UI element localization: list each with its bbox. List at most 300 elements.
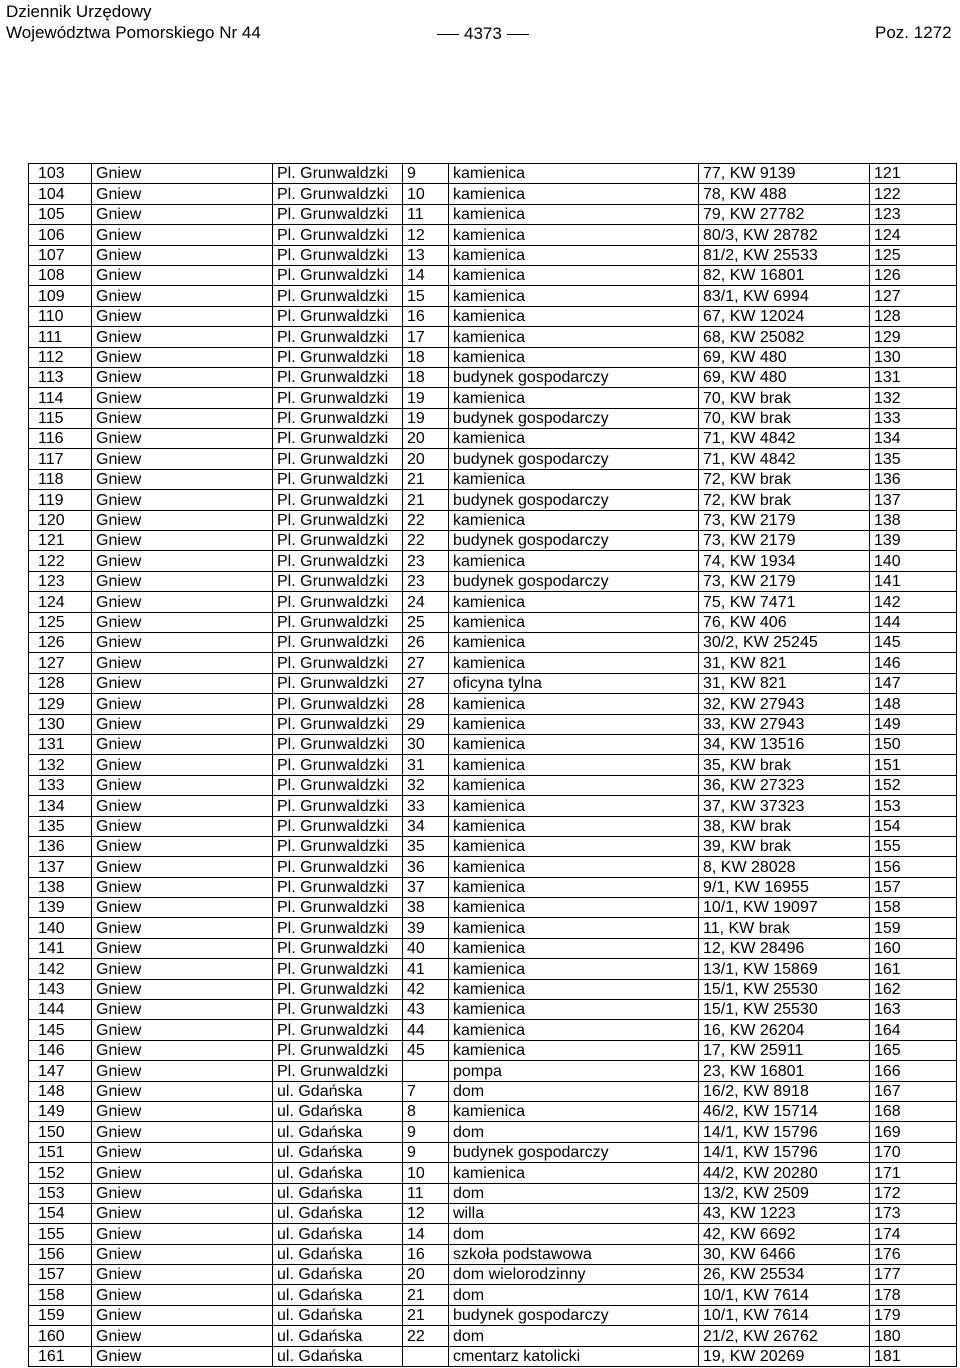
house-number-cell: 11 xyxy=(403,1183,449,1203)
building-type-cell: budynek gospodarczy xyxy=(449,408,699,428)
plot-register-cell: 73, KW 2179 xyxy=(699,531,870,551)
plot-register-cell: 15/1, KW 25530 xyxy=(699,979,870,999)
building-type-cell: kamienica xyxy=(449,286,699,306)
row-number-cell: 123 xyxy=(29,571,92,591)
table-row xyxy=(29,327,957,347)
position-number-cell: 122 xyxy=(870,184,957,204)
town-cell: Gniew xyxy=(92,938,273,958)
table-row xyxy=(29,408,957,428)
plot-register-cell: 82, KW 16801 xyxy=(699,265,870,285)
table-row xyxy=(29,1265,957,1285)
plot-register-cell: 46/2, KW 15714 xyxy=(699,1101,870,1121)
house-number-cell: 20 xyxy=(403,1265,449,1285)
plot-register-cell: 73, KW 2179 xyxy=(699,571,870,591)
position-number-cell: 152 xyxy=(870,775,957,795)
building-type-cell: dom xyxy=(449,1081,699,1101)
street-cell: Pl. Grunwaldzki xyxy=(273,327,403,347)
building-type-cell: kamienica xyxy=(449,755,699,775)
street-cell: ul. Gdańska xyxy=(273,1265,403,1285)
street-cell: Pl. Grunwaldzki xyxy=(273,694,403,714)
house-number-cell: 19 xyxy=(403,408,449,428)
town-cell: Gniew xyxy=(92,1020,273,1040)
row-number-cell: 141 xyxy=(29,938,92,958)
position-number-cell: 170 xyxy=(870,1142,957,1162)
plot-register-cell: 21/2, KW 26762 xyxy=(699,1326,870,1346)
position-number-cell: 161 xyxy=(870,959,957,979)
house-number-cell: 21 xyxy=(403,1305,449,1325)
position-number-cell: 172 xyxy=(870,1183,957,1203)
building-type-cell: kamienica xyxy=(449,327,699,347)
position-number-cell: 135 xyxy=(870,449,957,469)
house-number-cell: 22 xyxy=(403,531,449,551)
street-cell: ul. Gdańska xyxy=(273,1326,403,1346)
street-cell: Pl. Grunwaldzki xyxy=(273,612,403,632)
town-cell: Gniew xyxy=(92,1244,273,1264)
building-type-cell: kamienica xyxy=(449,245,699,265)
town-cell: Gniew xyxy=(92,1224,273,1244)
house-number-cell: 11 xyxy=(403,204,449,224)
position-number-cell: 137 xyxy=(870,490,957,510)
plot-register-cell: 74, KW 1934 xyxy=(699,551,870,571)
row-number-cell: 103 xyxy=(29,164,92,184)
building-type-cell: kamienica xyxy=(449,225,699,245)
house-number-cell: 9 xyxy=(403,1142,449,1162)
row-number-cell: 137 xyxy=(29,857,92,877)
street-cell: Pl. Grunwaldzki xyxy=(273,632,403,652)
table-row xyxy=(29,1224,957,1244)
row-number-cell: 119 xyxy=(29,490,92,510)
table-row xyxy=(29,898,957,918)
building-type-cell: cmentarz katolicki xyxy=(449,1346,699,1366)
position-number-cell: 149 xyxy=(870,714,957,734)
building-type-cell: kamienica xyxy=(449,959,699,979)
street-cell: Pl. Grunwaldzki xyxy=(273,388,403,408)
town-cell: Gniew xyxy=(92,204,273,224)
house-number-cell: 8 xyxy=(403,1101,449,1121)
table-row xyxy=(29,490,957,510)
town-cell: Gniew xyxy=(92,408,273,428)
row-number-cell: 121 xyxy=(29,531,92,551)
town-cell: Gniew xyxy=(92,367,273,387)
plot-register-cell: 76, KW 406 xyxy=(699,612,870,632)
building-type-cell: kamienica xyxy=(449,510,699,530)
position-number-cell: 166 xyxy=(870,1061,957,1081)
table-row xyxy=(29,286,957,306)
table-row xyxy=(29,979,957,999)
position-number-cell: 132 xyxy=(870,388,957,408)
building-type-cell: budynek gospodarczy xyxy=(449,367,699,387)
house-number-cell: 43 xyxy=(403,1000,449,1020)
building-type-cell: kamienica xyxy=(449,653,699,673)
plot-register-cell: 16/2, KW 8918 xyxy=(699,1081,870,1101)
position-number-cell: 169 xyxy=(870,1122,957,1142)
house-number-cell: 16 xyxy=(403,306,449,326)
house-number-cell: 42 xyxy=(403,979,449,999)
row-number-cell: 153 xyxy=(29,1183,92,1203)
position-number-cell: 171 xyxy=(870,1163,957,1183)
table-row xyxy=(29,1244,957,1264)
building-type-cell: kamienica xyxy=(449,265,699,285)
row-number-cell: 144 xyxy=(29,1000,92,1020)
house-number-cell: 33 xyxy=(403,796,449,816)
town-cell: Gniew xyxy=(92,1346,273,1366)
building-type-cell: kamienica xyxy=(449,694,699,714)
plot-register-cell: 72, KW brak xyxy=(699,490,870,510)
building-type-cell: oficyna tylna xyxy=(449,673,699,693)
row-number-cell: 161 xyxy=(29,1346,92,1366)
building-type-cell: pompa xyxy=(449,1061,699,1081)
town-cell: Gniew xyxy=(92,877,273,897)
row-number-cell: 145 xyxy=(29,1020,92,1040)
house-number-cell: 18 xyxy=(403,347,449,367)
building-type-cell: kamienica xyxy=(449,347,699,367)
street-cell: ul. Gdańska xyxy=(273,1224,403,1244)
position-number-cell: 153 xyxy=(870,796,957,816)
table-row xyxy=(29,1061,957,1081)
town-cell: Gniew xyxy=(92,1000,273,1020)
town-cell: Gniew xyxy=(92,1305,273,1325)
building-type-cell: kamienica xyxy=(449,1163,699,1183)
position-number-cell: 130 xyxy=(870,347,957,367)
building-type-cell: kamienica xyxy=(449,1020,699,1040)
street-cell: Pl. Grunwaldzki xyxy=(273,816,403,836)
plot-register-cell: 13/1, KW 15869 xyxy=(699,959,870,979)
house-number-cell: 9 xyxy=(403,164,449,184)
row-number-cell: 154 xyxy=(29,1203,92,1223)
table-row xyxy=(29,429,957,449)
table-row xyxy=(29,857,957,877)
house-number-cell: 38 xyxy=(403,898,449,918)
position-number-cell: 128 xyxy=(870,306,957,326)
plot-register-cell: 81/2, KW 25533 xyxy=(699,245,870,265)
row-number-cell: 120 xyxy=(29,510,92,530)
house-number-cell: 36 xyxy=(403,857,449,877)
street-cell: Pl. Grunwaldzki xyxy=(273,877,403,897)
position-number-cell: 146 xyxy=(870,653,957,673)
table-row xyxy=(29,347,957,367)
position-number-cell: 178 xyxy=(870,1285,957,1305)
plot-register-cell: 72, KW brak xyxy=(699,469,870,489)
street-cell: ul. Gdańska xyxy=(273,1346,403,1366)
street-cell: Pl. Grunwaldzki xyxy=(273,918,403,938)
table-row xyxy=(29,1203,957,1223)
position-number-cell: 165 xyxy=(870,1040,957,1060)
town-cell: Gniew xyxy=(92,979,273,999)
town-cell: Gniew xyxy=(92,1326,273,1346)
house-number-cell: 7 xyxy=(403,1081,449,1101)
table-row xyxy=(29,265,957,285)
town-cell: Gniew xyxy=(92,510,273,530)
town-cell: Gniew xyxy=(92,306,273,326)
table-row xyxy=(29,673,957,693)
row-number-cell: 151 xyxy=(29,1142,92,1162)
building-type-cell: kamienica xyxy=(449,836,699,856)
table-row xyxy=(29,836,957,856)
house-number-cell: 21 xyxy=(403,469,449,489)
building-type-cell: dom xyxy=(449,1122,699,1142)
row-number-cell: 155 xyxy=(29,1224,92,1244)
street-cell: Pl. Grunwaldzki xyxy=(273,714,403,734)
row-number-cell: 108 xyxy=(29,265,92,285)
position-number-cell: 156 xyxy=(870,857,957,877)
house-number-cell: 45 xyxy=(403,1040,449,1060)
building-type-cell: kamienica xyxy=(449,979,699,999)
table-row xyxy=(29,816,957,836)
town-cell: Gniew xyxy=(92,1183,273,1203)
town-cell: Gniew xyxy=(92,1101,273,1121)
position-number-cell: 174 xyxy=(870,1224,957,1244)
row-number-cell: 117 xyxy=(29,449,92,469)
town-cell: Gniew xyxy=(92,265,273,285)
street-cell: ul. Gdańska xyxy=(273,1081,403,1101)
building-type-cell: kamienica xyxy=(449,938,699,958)
town-cell: Gniew xyxy=(92,898,273,918)
row-number-cell: 146 xyxy=(29,1040,92,1060)
position-number-cell: 141 xyxy=(870,571,957,591)
house-number-cell: 10 xyxy=(403,184,449,204)
plot-register-cell: 67, KW 12024 xyxy=(699,306,870,326)
building-type-cell: kamienica xyxy=(449,796,699,816)
table-row xyxy=(29,1326,957,1346)
position-number-cell: 173 xyxy=(870,1203,957,1223)
building-type-cell: kamienica xyxy=(449,592,699,612)
street-cell: Pl. Grunwaldzki xyxy=(273,1000,403,1020)
row-number-cell: 116 xyxy=(29,429,92,449)
row-number-cell: 160 xyxy=(29,1326,92,1346)
street-cell: Pl. Grunwaldzki xyxy=(273,245,403,265)
building-type-cell: budynek gospodarczy xyxy=(449,449,699,469)
table-row xyxy=(29,1040,957,1060)
row-number-cell: 109 xyxy=(29,286,92,306)
property-register-table xyxy=(28,163,957,1367)
town-cell: Gniew xyxy=(92,164,273,184)
house-number-cell: 12 xyxy=(403,1203,449,1223)
row-number-cell: 147 xyxy=(29,1061,92,1081)
street-cell: Pl. Grunwaldzki xyxy=(273,755,403,775)
plot-register-cell: 17, KW 25911 xyxy=(699,1040,870,1060)
plot-register-cell: 73, KW 2179 xyxy=(699,510,870,530)
plot-register-cell: 14/1, KW 15796 xyxy=(699,1142,870,1162)
town-cell: Gniew xyxy=(92,571,273,591)
house-number-cell: 16 xyxy=(403,1244,449,1264)
row-number-cell: 135 xyxy=(29,816,92,836)
building-type-cell: kamienica xyxy=(449,429,699,449)
plot-register-cell: 30, KW 6466 xyxy=(699,1244,870,1264)
plot-register-cell: 15/1, KW 25530 xyxy=(699,1000,870,1020)
house-number-cell: 34 xyxy=(403,816,449,836)
street-cell: Pl. Grunwaldzki xyxy=(273,673,403,693)
position-number-cell: 151 xyxy=(870,755,957,775)
building-type-cell: dom xyxy=(449,1285,699,1305)
plot-register-cell: 75, KW 7471 xyxy=(699,592,870,612)
street-cell: ul. Gdańska xyxy=(273,1285,403,1305)
table-row xyxy=(29,612,957,632)
plot-register-cell: 10/1, KW 7614 xyxy=(699,1305,870,1325)
house-number-cell: 21 xyxy=(403,1285,449,1305)
table-row xyxy=(29,877,957,897)
town-cell: Gniew xyxy=(92,755,273,775)
plot-register-cell: 71, KW 4842 xyxy=(699,429,870,449)
town-cell: Gniew xyxy=(92,857,273,877)
town-cell: Gniew xyxy=(92,245,273,265)
position-number-cell: 142 xyxy=(870,592,957,612)
row-number-cell: 143 xyxy=(29,979,92,999)
row-number-cell: 156 xyxy=(29,1244,92,1264)
row-number-cell: 134 xyxy=(29,796,92,816)
house-number-cell: 40 xyxy=(403,938,449,958)
plot-register-cell: 19, KW 20269 xyxy=(699,1346,870,1366)
table-row xyxy=(29,367,957,387)
street-cell: Pl. Grunwaldzki xyxy=(273,653,403,673)
position-number-cell: 157 xyxy=(870,877,957,897)
house-number-cell: 32 xyxy=(403,775,449,795)
position-number-cell: 154 xyxy=(870,816,957,836)
table-row xyxy=(29,1285,957,1305)
town-cell: Gniew xyxy=(92,469,273,489)
row-number-cell: 158 xyxy=(29,1285,92,1305)
position-number-cell: 131 xyxy=(870,367,957,387)
plot-register-cell: 38, KW brak xyxy=(699,816,870,836)
plot-register-cell: 32, KW 27943 xyxy=(699,694,870,714)
house-number-cell: 21 xyxy=(403,490,449,510)
table-row xyxy=(29,1122,957,1142)
plot-register-cell: 33, KW 27943 xyxy=(699,714,870,734)
house-number-cell: 28 xyxy=(403,694,449,714)
row-number-cell: 132 xyxy=(29,755,92,775)
table-row xyxy=(29,469,957,489)
position-number-cell: 139 xyxy=(870,531,957,551)
house-number-cell: 17 xyxy=(403,327,449,347)
town-cell: Gniew xyxy=(92,714,273,734)
town-cell: Gniew xyxy=(92,734,273,754)
house-number-cell xyxy=(403,1061,449,1081)
building-type-cell: willa xyxy=(449,1203,699,1223)
building-type-cell: kamienica xyxy=(449,816,699,836)
building-type-cell: kamienica xyxy=(449,551,699,571)
row-number-cell: 152 xyxy=(29,1163,92,1183)
position-number-cell: 179 xyxy=(870,1305,957,1325)
house-number-cell: 39 xyxy=(403,918,449,938)
row-number-cell: 122 xyxy=(29,551,92,571)
town-cell: Gniew xyxy=(92,1122,273,1142)
row-number-cell: 157 xyxy=(29,1265,92,1285)
building-type-cell: kamienica xyxy=(449,469,699,489)
row-number-cell: 114 xyxy=(29,388,92,408)
table-row xyxy=(29,734,957,754)
row-number-cell: 150 xyxy=(29,1122,92,1142)
town-cell: Gniew xyxy=(92,1040,273,1060)
row-number-cell: 110 xyxy=(29,306,92,326)
house-number-cell: 26 xyxy=(403,632,449,652)
house-number-cell: 10 xyxy=(403,1163,449,1183)
position-number-cell: 121 xyxy=(870,164,957,184)
table-row xyxy=(29,592,957,612)
building-type-cell: kamienica xyxy=(449,1040,699,1060)
building-type-cell: kamienica xyxy=(449,734,699,754)
table-row xyxy=(29,510,957,530)
table-row xyxy=(29,959,957,979)
town-cell: Gniew xyxy=(92,836,273,856)
table-row xyxy=(29,796,957,816)
document-header xyxy=(6,1,261,43)
building-type-cell: kamienica xyxy=(449,184,699,204)
building-type-cell: dom xyxy=(449,1224,699,1244)
plot-register-cell: 31, KW 821 xyxy=(699,673,870,693)
building-type-cell: budynek gospodarczy xyxy=(449,1305,699,1325)
table-row xyxy=(29,1020,957,1040)
position-number-cell: 133 xyxy=(870,408,957,428)
house-number-cell: 27 xyxy=(403,653,449,673)
journal-title: Dziennik Urzędowy xyxy=(6,2,152,21)
street-cell: Pl. Grunwaldzki xyxy=(273,592,403,612)
plot-register-cell: 43, KW 1223 xyxy=(699,1203,870,1223)
row-number-cell: 159 xyxy=(29,1305,92,1325)
building-type-cell: dom xyxy=(449,1326,699,1346)
table-row xyxy=(29,388,957,408)
town-cell: Gniew xyxy=(92,959,273,979)
house-number-cell: 25 xyxy=(403,612,449,632)
row-number-cell: 129 xyxy=(29,694,92,714)
position-number-cell: 150 xyxy=(870,734,957,754)
house-number-cell: 14 xyxy=(403,1224,449,1244)
page-number: 4373 xyxy=(464,24,502,43)
building-type-cell: kamienica xyxy=(449,1101,699,1121)
town-cell: Gniew xyxy=(92,632,273,652)
row-number-cell: 142 xyxy=(29,959,92,979)
table-row xyxy=(29,755,957,775)
row-number-cell: 104 xyxy=(29,184,92,204)
plot-register-cell: 16, KW 26204 xyxy=(699,1020,870,1040)
town-cell: Gniew xyxy=(92,673,273,693)
house-number-cell: 29 xyxy=(403,714,449,734)
street-cell: Pl. Grunwaldzki xyxy=(273,225,403,245)
row-number-cell: 148 xyxy=(29,1081,92,1101)
position-number-cell: 163 xyxy=(870,1000,957,1020)
street-cell: ul. Gdańska xyxy=(273,1305,403,1325)
plot-register-cell: 10/1, KW 7614 xyxy=(699,1285,870,1305)
street-cell: Pl. Grunwaldzki xyxy=(273,449,403,469)
plot-register-cell: 68, KW 25082 xyxy=(699,327,870,347)
street-cell: Pl. Grunwaldzki xyxy=(273,184,403,204)
building-type-cell: dom xyxy=(449,1183,699,1203)
position-number-cell: 164 xyxy=(870,1020,957,1040)
street-cell: Pl. Grunwaldzki xyxy=(273,1061,403,1081)
building-type-cell: kamienica xyxy=(449,306,699,326)
street-cell: Pl. Grunwaldzki xyxy=(273,571,403,591)
building-type-cell: kamienica xyxy=(449,714,699,734)
house-number-cell: 30 xyxy=(403,734,449,754)
street-cell: Pl. Grunwaldzki xyxy=(273,490,403,510)
street-cell: Pl. Grunwaldzki xyxy=(273,836,403,856)
house-number-cell: 23 xyxy=(403,551,449,571)
position-number-cell: 181 xyxy=(870,1346,957,1366)
table-row xyxy=(29,938,957,958)
town-cell: Gniew xyxy=(92,1061,273,1081)
plot-register-cell: 14/1, KW 15796 xyxy=(699,1122,870,1142)
table-row xyxy=(29,245,957,265)
building-type-cell: kamienica xyxy=(449,918,699,938)
row-number-cell: 126 xyxy=(29,632,92,652)
street-cell: Pl. Grunwaldzki xyxy=(273,551,403,571)
row-number-cell: 127 xyxy=(29,653,92,673)
building-type-cell: kamienica xyxy=(449,164,699,184)
table-row xyxy=(29,184,957,204)
street-cell: Pl. Grunwaldzki xyxy=(273,429,403,449)
table-row xyxy=(29,1305,957,1325)
table-row xyxy=(29,714,957,734)
building-type-cell: kamienica xyxy=(449,388,699,408)
row-number-cell: 111 xyxy=(29,327,92,347)
